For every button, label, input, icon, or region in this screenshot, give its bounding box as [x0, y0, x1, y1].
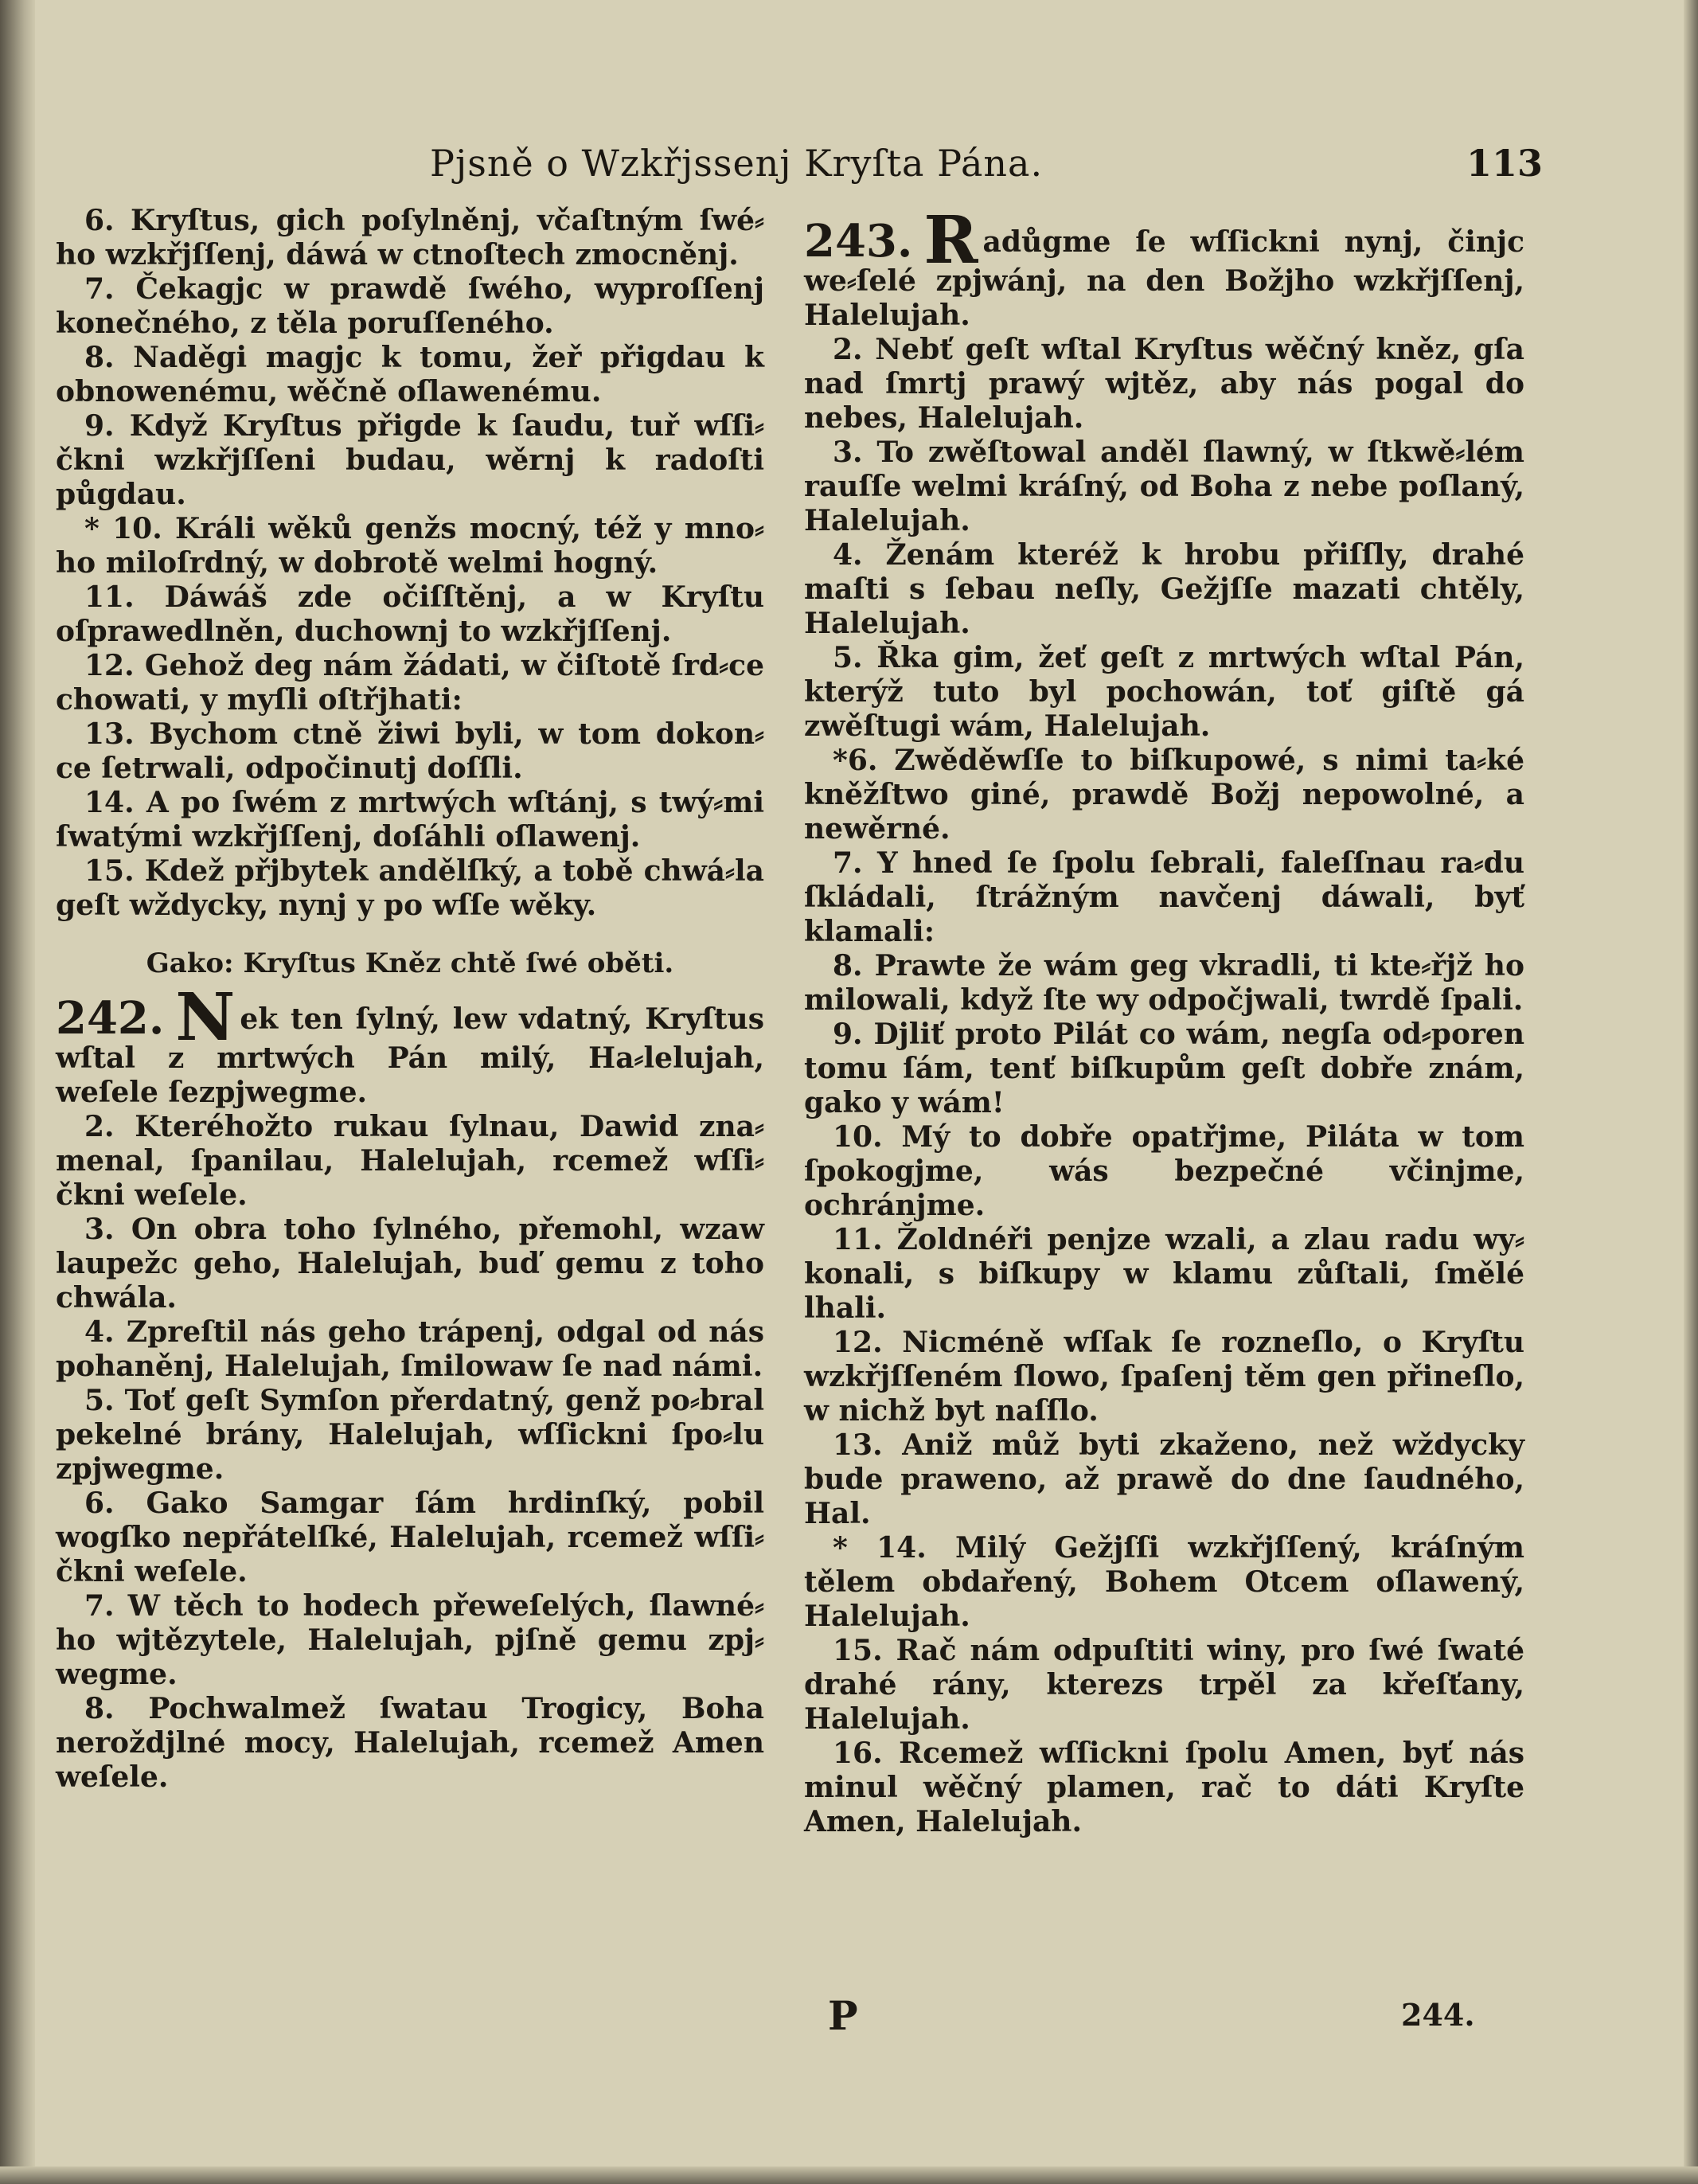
verse: 9. Když Kryſtus přigde k ſaudu, tuř wſſi⸗čkni wzkřjſſeni budau, wěrnj k radoſti půgdau.: [56, 409, 764, 511]
verse: 9. Djliť proto Pilát co wám, negſa od⸗poren tomu ſám, tenť biſkupům geſt dobře znám, gako y wám!: [804, 1018, 1524, 1119]
verse: 12. Gehož deg nám žádati, w čiſtotě ſrd⸗ce chowati, y myſli oſtřjhati:: [56, 649, 764, 717]
verse: 5. Řka gim, žeť geſt z mrtwých wſtal Pán, kterýž tuto byl pochowán, toť giſtě gá zwěſtugi wám, Halelujah.: [804, 641, 1524, 743]
verse: 4. Zpreſtil nás geho trápenj, odgal od nás pohaněnj, Halelujah, ſmilowaw ſe nad námi.: [56, 1315, 764, 1383]
hymn-start: [804, 202, 1524, 333]
verse: 15. Rač nám odpuſtiti winy, pro ſwé ſwaté drahé rány, kterezs trpěl za křeſťany, Halelujah.: [804, 1634, 1524, 1736]
left-column: [56, 204, 764, 1795]
page-edge-right: [1684, 0, 1698, 2184]
verse: 13. Aniž můž byti zkaženo, než wždycky bude prawenо, až prawě do dne ſaudného, Hal.: [804, 1428, 1524, 1530]
verse: 2. Nebť geſt wſtal Kryſtus wěčný kněz, gſa nad ſmrtj prawý wjtěz, aby nás pogal do nebes, Halelujah.: [804, 333, 1524, 435]
verse: 10. Mý to dobře opatřjme, Piláta w tom ſpokogjme, wás bezpečné včinjme, ochránjme.: [804, 1120, 1524, 1222]
verse: 6. Gako Samgar ſám hrdinſký, pobil wogſko nepřátelſké, Halelujah, rcemež wſſi⸗čkni weſele.: [56, 1487, 764, 1588]
verse: 3. To zwěſtowal anděl ſlawný, w ſtkwě⸗lém rauſſe welmi kráſný, od Boha z nebe poſlaný, Halelujah.: [804, 436, 1524, 537]
verse: 2. Kteréhožto rukau ſylnau, Dawid zna⸗menal, ſpanilau, Halelujah, rcemež wſſi⸗čkni weſele.: [56, 1110, 764, 1212]
verse: 15. Kdež přjbytek andělſký, a tobě chwá⸗la geſt wždycky, nynj y po wſſe wěky.: [56, 854, 764, 922]
verse: 11. Žoldnéři penjze wzali, a zlau radu wy⸗konali, s biſkupy w klamu zůſtali, ſmělé lhali.: [804, 1223, 1524, 1325]
verse: 8. Pochwalmež ſwatau Trogicy, Boha neroždjlné mocy, Halelujah, rcemež Amen weſele.: [56, 1692, 764, 1794]
tune-indication: Gako: Kryſtus Kněz chtě ſwé oběti.: [146, 947, 674, 979]
page-number: 113: [1466, 142, 1544, 185]
running-title: Pjsně o Wzkřjssenj Kryſta Pána.: [430, 142, 1044, 185]
hymn-number: 243.: [804, 215, 913, 268]
verse: 3. On obra toho ſylného, přemohl, wzaw laupežc geho, Halelujah, buď gemu z toho chwála.: [56, 1213, 764, 1315]
page-edge-bottom: [0, 2166, 1698, 2184]
verse: 7. Y hned ſe ſpolu ſebrali, faleſſnau ra⸗du ſkládali, ſtrážným navčenj dáwali, byť klamali:: [804, 846, 1524, 948]
verse: 16. Rcemež wſſickni ſpolu Amen, byť nás minul wěčný plamen, rač to dáti Kryſte Amen, Halelujah.: [804, 1737, 1524, 1838]
verse: 8. Prawte že wám geg vkradli, ti kte⸗řjž ho milowali, když ſte wy odpočjwali, twrdě ſpali.: [804, 949, 1524, 1017]
hymn-number: 242.: [56, 992, 165, 1045]
verse: * 14. Milý Gežjſſi wzkřjſſený, kráſným tělem obdařený, Bohem Otcem oſlawený, Halelujah.: [804, 1531, 1524, 1633]
right-column: [804, 204, 1524, 1839]
hymn-text: ek ten ſylný, lew vdatný, Kryſtus wſtal z mrtwých Pán milý, Ha⸗lelujah, weſele ſezpjwegme.: [56, 1002, 764, 1109]
verse: 5. Toť geſt Symſon přerdatný, genž po⸗bral pekelné brány, Halelujah, wſſickni ſpo⸗lu zpjwegme.: [56, 1384, 764, 1486]
verse: 12. Nicméně wſſak ſe rozneſlo, o Kryſtu wzkřjſſeném ſlowo, ſpaſenj těm gen přineſlo, w nichž byt naſſlo.: [804, 1326, 1524, 1428]
catchword: 244.: [1401, 1997, 1475, 2033]
printer-signature: P: [828, 1992, 858, 2039]
verse: 11. Dáwáš zde očiſſtěnj, a w Kryſtu oſprawedlněn, duchownj to wzkřjſſenj.: [56, 580, 764, 648]
verse: 14. A po ſwém z mrtwých wſtánj, s twý⸗mi ſwatými wzkřjſſenj, doſáhli oſlawenj.: [56, 786, 764, 854]
drop-cap: R: [923, 202, 978, 279]
book-gutter: [0, 0, 35, 2184]
verse: 4. Ženám kteréž k hrobu přiſſly, drahé maſti s ſebau neſly, Gežjſſe mazati chtěly, Halelujah.: [804, 538, 1524, 640]
verse: 7. W těch to hodech přeweſelých, ſlawné⸗ho wjtězytele, Halelujah, pjſně gemu zpj⸗wegme.: [56, 1589, 764, 1691]
page-header: [0, 142, 1698, 197]
verse: *6. Zwěděwſſe to biſkupowé, s nimi ta⸗ké kněžſtwo giné, prawdě Božj nepowolné, a newěrné.: [804, 744, 1524, 846]
verse: 6. Kryſtus, gich poſylněnj, včaſtným ſwé⸗ho wzkřjſſenj, dáwá w ctnoſtech zmocněnj.: [56, 204, 764, 272]
verse: * 10. Králi wěků genžs mocný, též y mno⸗ho miloſrdný, w dobrotě welmi hogný.: [56, 512, 764, 580]
verse: 7. Čekagjc w prawdě ſwého, wyproſſenj konečného, z těla poruſſeného.: [56, 272, 764, 340]
drop-cap: N: [175, 979, 236, 1056]
verse: 13. Bychom ctně žiwi byli, w tom dokon⸗ce ſetrwali, odpočinutj doſſli.: [56, 717, 764, 785]
hymn-start: [56, 979, 764, 1110]
verse: 8. Naděgi magjc k tomu, žeř přigdau k obnowenému, wěčně oſlawenému.: [56, 341, 764, 408]
hymn-text: adůgme ſe wſſickni nynj, činjc we⸗ſelé zpjwánj, na den Božjho wzkřjſſenj, Halelujah.: [804, 225, 1524, 332]
